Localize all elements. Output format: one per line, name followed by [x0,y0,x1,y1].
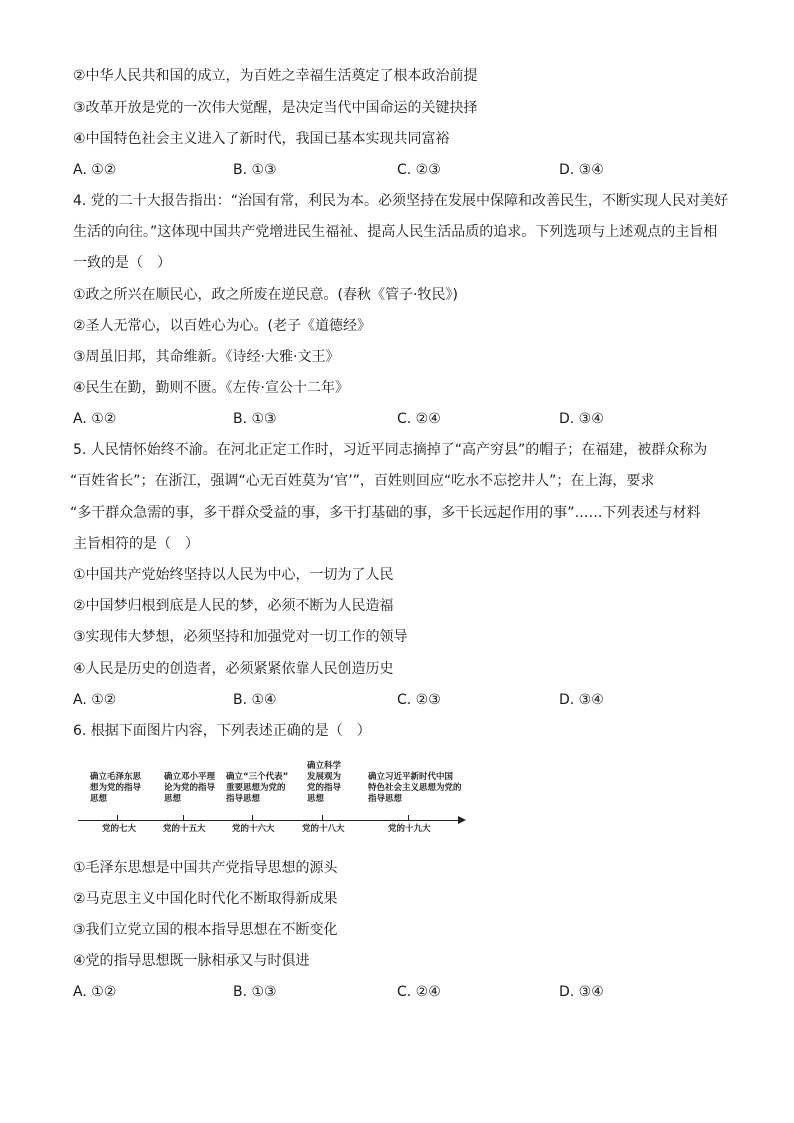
guiding-thought-timeline [78,758,466,840]
q4-stem-line-1: 4. 党的二十大报告指出：“治国有常，利民为本。必须坚持在发展中保障和改善民生，不断实现人民对美好 [73,193,729,209]
q5-option-c[interactable]: C. ②③ [397,692,441,708]
timeline-label-4: 党的十八大 [302,824,345,834]
q5-stem-line-1: 5. 人民情怀始终不渝。在河北正定工作时，习近平同志摘掉了“高产穷县”的帽子；在福建，被群众称为 [73,442,708,458]
q5-stem-line-2: “百姓省长”；在浙江，强调“心无百姓莫为‘官’”，百姓则回应“吃水不忘挖井人”；在上海，要求 [70,473,655,489]
q4-options [73,409,733,429]
timeline-tick-5 [408,815,409,821]
timeline-card-3-line-1: 确立“三个代表” [226,772,289,782]
q4-item-4: ④民生在勤，勤则不匮。《左传·宣公十二年》 [73,380,349,396]
q6-option-d[interactable]: D. ③④ [559,984,604,1000]
timeline-arrow-icon [458,816,466,824]
timeline-card-4 [307,761,341,805]
q3-option-c[interactable]: C. ②③ [397,162,441,178]
timeline-card-1-line-1: 确立毛泽东思 [90,772,142,782]
q4-option-a[interactable]: A. ①② [73,411,117,427]
q5-option-a[interactable]: A. ①② [73,692,117,708]
q6-stem: 6. 根据下面图片内容，下列表述正确的是（ ） [73,723,371,739]
q5-options [73,690,733,710]
timeline-card-5 [368,772,462,805]
q4-item-2: ②圣人无常心，以百姓心为心。(老子《道德经》 [73,318,372,334]
q4-item-1: ①政之所兴在顺民心，政之所废在逆民意。(春秋《管子·牧民》) [73,287,458,303]
timeline-card-5-line-2: 特色社会主义思想为党的 [368,783,462,793]
q3-item-2: ②中华人民共和国的成立，为百姓之幸福生活奠定了根本政治前提 [73,68,478,84]
timeline-tick-4 [322,815,323,821]
timeline-tick-3 [252,815,253,821]
q4-item-3: ③周虽旧邦，其命维新。《诗经·大雅·文王》 [73,349,340,365]
q6-item-4: ④党的指导思想既一脉相承又与时俱进 [73,953,310,969]
q5-item-4: ④人民是历史的创造者，必须紧紧依靠人民创造历史 [73,661,394,677]
q4-stem-line-3: 一致的是（ ） [73,255,171,271]
q5-item-3: ③实现伟大梦想，必须坚持和加强党对一切工作的领导 [73,629,408,645]
timeline-card-2 [164,772,215,805]
q5-stem-line-4: 主旨相符的是（ ） [73,536,199,552]
q6-option-a[interactable]: A. ①② [73,984,117,1000]
q3-option-b[interactable]: B. ①③ [233,162,277,178]
timeline-label-2: 党的十五大 [163,824,206,834]
q6-options [73,982,733,1002]
timeline-card-1 [90,772,141,805]
timeline-card-4-line-4: 思想 [307,794,325,804]
timeline-card-5-line-3: 指导思想 [368,794,403,804]
timeline-card-2-line-2: 论为党的指导 [164,783,216,793]
timeline-card-1-line-2: 想为党的指导 [90,783,142,793]
timeline-card-4-line-2: 发展观为 [307,772,342,782]
q6-item-2: ②马克思主义中国化时代化不断取得新成果 [73,891,338,907]
q4-stem-line-2: 生活的向往。”这体现中国共产党增进民生福祉、提高人民生活品质的追求。下列选项与上述观点的主旨相 [73,224,718,240]
q6-option-c[interactable]: C. ②④ [397,984,441,1000]
timeline-card-2-line-1: 确立邓小平理 [164,772,216,782]
q5-option-b[interactable]: B. ①④ [233,692,277,708]
q4-option-c[interactable]: C. ②④ [397,411,441,427]
q6-item-3: ③我们立党立国的根本指导思想在不断变化 [73,922,338,938]
q3-option-a[interactable]: A. ①② [73,162,117,178]
timeline-card-1-line-3: 思想 [90,794,108,804]
q3-option-d[interactable]: D. ③④ [559,162,604,178]
q6-item-1: ①毛泽东思想是中国共产党指导思想的源头 [73,860,338,876]
timeline-card-3-line-2: 重要思想为党的 [226,783,286,793]
timeline-label-5: 党的十九大 [388,824,431,834]
q5-item-2: ②中国梦归根到底是人民的梦，必须不断为人民造福 [73,598,394,614]
timeline-card-4-line-1: 确立科学 [307,761,342,771]
q5-option-d[interactable]: D. ③④ [559,692,604,708]
timeline-tick-2 [183,815,184,821]
q6-option-b[interactable]: B. ①③ [233,984,277,1000]
timeline-card-4-line-3: 党的指导 [307,783,342,793]
q3-item-4: ④中国特色社会主义进入了新时代，我国已基本实现共同富裕 [73,131,450,147]
timeline-card-2-line-3: 思想 [164,794,182,804]
q4-option-d[interactable]: D. ③④ [559,411,604,427]
q4-option-b[interactable]: B. ①③ [233,411,277,427]
timeline-tick-1 [117,815,118,821]
timeline-card-5-line-1: 确立习近平新时代中国 [368,772,454,782]
timeline-label-3: 党的十六大 [232,824,275,834]
timeline-card-3 [226,772,288,805]
q3-options [73,160,733,180]
timeline-card-3-line-3: 指导思想 [226,794,261,804]
q5-item-1: ①中国共产党始终坚持以人民为中心，一切为了人民 [73,567,394,583]
q5-stem-line-3: “多干群众急需的事，多干群众受益的事，多干打基础的事，多干长远起作用的事”……下列表述与材料 [70,505,701,521]
timeline-label-1: 党的七大 [102,824,137,834]
timeline-axis [78,820,460,821]
q3-item-3: ③改革开放是党的一次伟大觉醒，是决定当代中国命运的关键抉择 [73,100,478,116]
